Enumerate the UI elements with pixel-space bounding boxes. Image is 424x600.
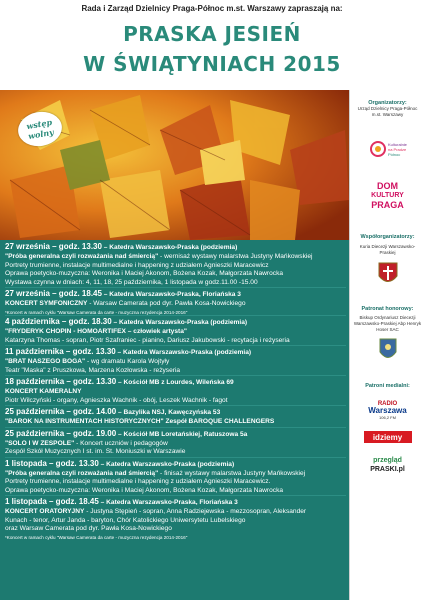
badge-line-2: wolny bbox=[27, 126, 55, 142]
coorganizers-heading: Współorganizatorzy: bbox=[360, 234, 415, 240]
event-venue: – Katedra Warszawsko-Praska (podziemia) bbox=[98, 460, 235, 468]
event-venue: – Katedra Warszawsko-Praska (podziemia) bbox=[101, 244, 238, 251]
event-detail-line: Katarzyna Thomas - sopran, Piotr Szafraniec - pianino, Dariusz Jakubowski - recytacja i reżyseria bbox=[5, 336, 290, 344]
event-title: KONCERT SYMFONICZNY bbox=[5, 300, 88, 307]
event-date-heading bbox=[5, 459, 346, 469]
event-venue: – Kościół MB z Lourdes, Wileńska 69 bbox=[116, 379, 234, 386]
event-date-heading bbox=[5, 429, 346, 439]
event-detail-line: Kunach - tenor, Artur Janda - baryton, Chór Katolickiego Uniwersytetu Lubelskiego bbox=[5, 516, 246, 524]
radio-city: Warszawa bbox=[368, 405, 407, 415]
event-footnote: *Koncert w ramach cyklu "Warsaw Camerata da carte - muzyczna rezydencja 2014-2016" bbox=[5, 309, 188, 315]
event-description: - Justyna Stępień - sopran, Anna Radziejewska - mezzosopran, Aleksander bbox=[84, 508, 307, 515]
svg-text:Kulturalnie: Kulturalnie bbox=[387, 142, 407, 147]
event-title: "Próba generalna czyli rozważania nad śmiercią" bbox=[5, 469, 159, 477]
bishop-coat-of-arms-icon bbox=[375, 337, 401, 365]
event-venue: – Bazylika NSJ, Kawęczyńska 53 bbox=[116, 409, 221, 416]
event-separator bbox=[5, 315, 346, 316]
event-title: "BRAT NASZEGO BOGA" bbox=[5, 358, 86, 365]
autumn-leaves-photo bbox=[0, 90, 349, 240]
event-venue: – Katedra Warszawsko-Praska, Floriańska 3 bbox=[98, 499, 238, 506]
event-separator bbox=[5, 405, 346, 406]
event-date-heading bbox=[5, 242, 346, 252]
svg-text:Północ: Północ bbox=[387, 152, 400, 157]
event-separator bbox=[5, 495, 346, 496]
event-date: 1 listopada – godz. 13.30 bbox=[5, 458, 99, 468]
logo-praga: PRAGA bbox=[371, 199, 404, 210]
event-separator bbox=[5, 375, 346, 376]
event-date-heading bbox=[5, 317, 346, 327]
idziemy-label: idziemy bbox=[372, 432, 403, 442]
event-detail-line: Portrety trumienne, instalacje multimedialne i happening z udziałem Agnieszki Maracewicz. bbox=[5, 478, 271, 485]
event-date-heading bbox=[5, 497, 346, 507]
event-date: 1 listopada – godz. 18.45 bbox=[5, 497, 99, 506]
event-detail-line: Teatr "Maska" z Pruszkowa, Marzena Kozłowska - reżyseria bbox=[5, 366, 181, 374]
svg-text:na Pradze: na Pradze bbox=[387, 147, 406, 152]
patron-1: Biskup Ordynariusz Diecezji Warszawsko-Praskiej Abp Henryk Hoser SAC bbox=[353, 315, 422, 332]
event-description: - Koncert uczniów i pedagogów bbox=[74, 439, 168, 447]
coat-of-arms-icon bbox=[377, 260, 399, 288]
event-date-heading bbox=[5, 347, 346, 357]
event-detail-line: Oprawa poetycko-muzyczna: Weronika i Maciej Akonom, Bożena Kozak, Małgorzata Nawrocka bbox=[5, 486, 284, 494]
event-title: "BAROK NA INSTRUMENTACH HISTORYCZNYCH" Zespół BAROQUE CHALLENGERS bbox=[5, 418, 275, 425]
event-date: 11 października – godz. 13.30 bbox=[5, 347, 116, 356]
title-line-1: PRASKA JESIEŃ bbox=[123, 22, 301, 46]
kulturalnie-logo bbox=[368, 138, 408, 164]
event-separator bbox=[5, 287, 346, 288]
event-detail-line: Piotr Wilczyński - organy, Agnieszka Wachnik - obój, Leszek Wachnik - fagot bbox=[5, 396, 228, 404]
event-date-heading bbox=[5, 407, 346, 417]
media-heading: Patroni medialni: bbox=[365, 383, 410, 389]
dom-kultury-praga-logo bbox=[366, 178, 410, 212]
event-title: KONCERT ORATORYJNY bbox=[5, 508, 85, 515]
przeglad-label: przegląd bbox=[373, 457, 402, 464]
event-date: 27 września – godz. 13.30 bbox=[5, 242, 102, 251]
event-detail-line: oraz Warsaw Camerata pod dyr. Pawła Kosa-Nowickiego bbox=[5, 525, 172, 532]
events-panel bbox=[0, 240, 349, 600]
event-description: - wernisaż wystawy malarstwa Justyny Mańkowskiej bbox=[158, 253, 313, 260]
logo-kultury: KULTURY bbox=[371, 191, 404, 199]
event-separator bbox=[5, 427, 346, 428]
radio-freq: 106,2 FM bbox=[379, 414, 396, 420]
event-date: 4 października – godz. 18.30 bbox=[5, 317, 112, 326]
event-detail-line: Portrety trumienne, instalacje multimedialne i happening z udziałem Agnieszki Maracewicz bbox=[5, 261, 269, 269]
praski-label: PRASKI.pl bbox=[370, 466, 405, 473]
event-detail-line: Zespół Szkół Muzycznych I st. im. St. Moniuszki w Warszawie bbox=[5, 448, 186, 455]
event-venue: – Katedra Warszawsko-Praska, Floriańska 3 bbox=[101, 291, 241, 298]
event-venue: – Katedra Warszawsko-Praska (podziemia) bbox=[115, 349, 252, 356]
przeglad-praski-logo bbox=[364, 453, 412, 477]
event-date-heading bbox=[5, 289, 346, 299]
event-date-heading bbox=[5, 377, 346, 387]
event-description: - finisaż wystawy malarstwa Justyny Mańkowskiej bbox=[158, 469, 306, 477]
organizer-line: Rada i Zarząd Dzielnicy Praga-Północ m.st. Warszawy zapraszają na: bbox=[81, 4, 343, 13]
event-separator bbox=[5, 457, 346, 458]
event-description: - Warsaw Camerata pod dyr. Pawła Kosa-Nowickiego bbox=[87, 300, 246, 307]
organizer-1: Urząd Dzielnicy Praga-Północ m.st. Warszawy bbox=[357, 106, 418, 117]
event-separator bbox=[5, 345, 346, 346]
event-footnote: *Koncert w ramach cyklu "Warsaw Camerata da carte - muzyczna rezydencja 2014-2016" bbox=[5, 534, 188, 540]
event-date: 25 października – godz. 19.00 bbox=[5, 428, 117, 438]
event-title: "Próba generalna czyli rozważania nad śmiercią" bbox=[5, 253, 159, 260]
event-date: 18 października – godz. 13.30 bbox=[5, 377, 117, 386]
event-date: 25 października – godz. 14.00 bbox=[5, 407, 117, 416]
title-line-2: W ŚWIĄTYNIACH 2015 bbox=[83, 52, 341, 76]
badge-line-1: wstęp bbox=[25, 116, 53, 132]
event-title: KONCERT KAMERALNY bbox=[5, 388, 82, 395]
event-title: "SOLO I W ZESPOLE" bbox=[5, 439, 75, 447]
logo-dom: DOM bbox=[377, 180, 398, 191]
patron-heading: Patronat honorowy: bbox=[361, 306, 414, 312]
event-description: - wg dramatu Karola Wojtyły bbox=[85, 358, 170, 365]
idziemy-logo bbox=[364, 431, 412, 443]
event-title: "FRYDERYK CHOPIN - HOMOARTIFEX – człowiek artysta" bbox=[5, 328, 187, 335]
sponsors-sidebar bbox=[349, 90, 424, 600]
radio-label: RADIO bbox=[377, 400, 398, 407]
event-date: 27 września – godz. 18.45 bbox=[5, 289, 102, 298]
event-venue: – Katedra Warszawsko-Praska (podziemia) bbox=[111, 319, 248, 326]
event-detail-line: Wystawa czynna w dniach: 4, 11, 18, 25 października, 1 listopada w godz.11.00 -15.00 bbox=[5, 278, 258, 286]
coorganizer-1: Kuria Diecezji Warszawsko-Praskiej bbox=[359, 244, 416, 255]
organizers-heading: Organizatorzy: bbox=[368, 100, 407, 106]
event-venue: – Kościół MB Loretańskiej, Ratuszowa 5a bbox=[116, 430, 248, 438]
event-detail-line: Oprawa poetycko-muzyczna: Weronika i Maciej Akonom, Bożena Kozak, Małgorzata Nawrocka bbox=[5, 270, 284, 277]
radio-warszawa-logo bbox=[366, 399, 410, 421]
event-title-line bbox=[5, 417, 346, 426]
